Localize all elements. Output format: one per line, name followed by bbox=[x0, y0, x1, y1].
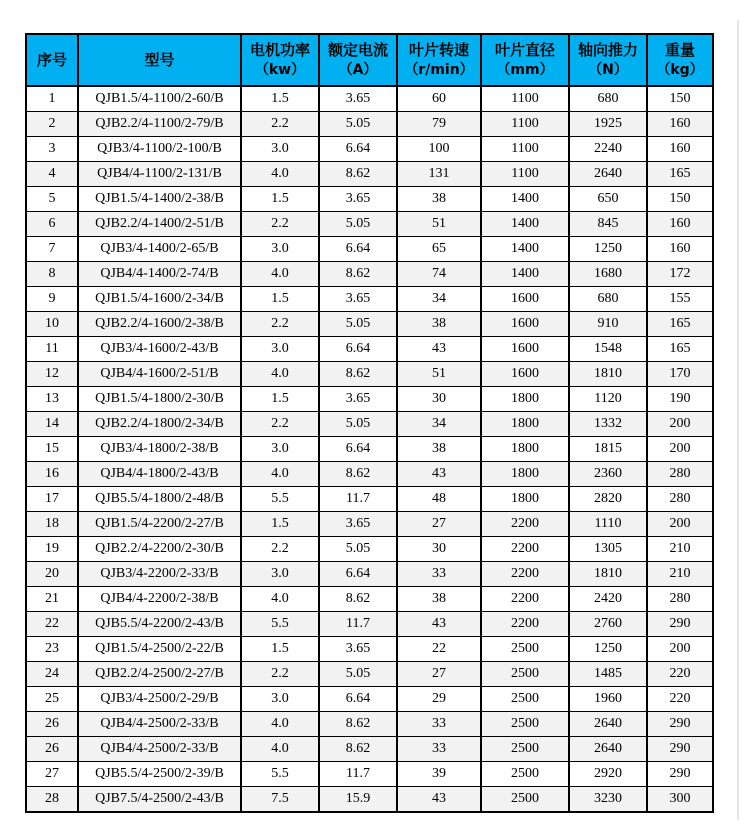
cell-thrust: 1815 bbox=[569, 437, 647, 462]
cell-seq: 1 bbox=[26, 86, 78, 112]
cell-model: QJB2.2/4-1600/2-38/B bbox=[78, 312, 241, 337]
table-row bbox=[26, 662, 713, 687]
cell-current: 15.9 bbox=[319, 787, 397, 813]
cell-speed: 38 bbox=[397, 587, 481, 612]
cell-power: 3.0 bbox=[241, 137, 319, 162]
cell-current: 5.05 bbox=[319, 537, 397, 562]
cell-seq: 24 bbox=[26, 662, 78, 687]
cell-diameter: 1100 bbox=[481, 137, 569, 162]
cell-speed: 27 bbox=[397, 512, 481, 537]
cell-model: QJB4/4-1100/2-131/B bbox=[78, 162, 241, 187]
table-row bbox=[26, 412, 713, 437]
cell-diameter: 2500 bbox=[481, 737, 569, 762]
cell-current: 6.64 bbox=[319, 137, 397, 162]
cell-power: 3.0 bbox=[241, 437, 319, 462]
cell-weight: 290 bbox=[647, 737, 713, 762]
column-header-power bbox=[241, 34, 319, 86]
cell-current: 6.64 bbox=[319, 237, 397, 262]
table-row bbox=[26, 712, 713, 737]
column-header-current bbox=[319, 34, 397, 86]
cell-seq: 20 bbox=[26, 562, 78, 587]
cell-seq: 16 bbox=[26, 462, 78, 487]
table-row bbox=[26, 337, 713, 362]
cell-thrust: 2420 bbox=[569, 587, 647, 612]
cell-model: QJB1.5/4-2500/2-22/B bbox=[78, 637, 241, 662]
cell-current: 6.64 bbox=[319, 562, 397, 587]
cell-speed: 48 bbox=[397, 487, 481, 512]
cell-weight: 220 bbox=[647, 662, 713, 687]
cell-power: 3.0 bbox=[241, 237, 319, 262]
cell-model: QJB1.5/4-1800/2-30/B bbox=[78, 387, 241, 412]
cell-speed: 43 bbox=[397, 787, 481, 813]
column-header-model bbox=[78, 34, 241, 86]
cell-seq: 2 bbox=[26, 112, 78, 137]
cell-speed: 33 bbox=[397, 562, 481, 587]
cell-model: QJB4/4-2500/2-33/B bbox=[78, 712, 241, 737]
cell-model: QJB4/4-2200/2-38/B bbox=[78, 587, 241, 612]
cell-speed: 33 bbox=[397, 737, 481, 762]
cell-diameter: 2200 bbox=[481, 512, 569, 537]
cell-diameter: 1600 bbox=[481, 362, 569, 387]
cell-model: QJB4/4-2500/2-33/B bbox=[78, 737, 241, 762]
column-header-label: 电机功率 bbox=[249, 41, 310, 60]
cell-thrust: 910 bbox=[569, 312, 647, 337]
cell-thrust: 1250 bbox=[569, 637, 647, 662]
cell-seq: 25 bbox=[26, 687, 78, 712]
cell-diameter: 1600 bbox=[481, 337, 569, 362]
cell-weight: 280 bbox=[647, 587, 713, 612]
cell-seq: 5 bbox=[26, 187, 78, 212]
cell-diameter: 1100 bbox=[481, 86, 569, 112]
column-header-speed bbox=[397, 34, 481, 86]
cell-seq: 13 bbox=[26, 387, 78, 412]
cell-thrust: 1810 bbox=[569, 362, 647, 387]
cell-power: 2.2 bbox=[241, 662, 319, 687]
cell-diameter: 1100 bbox=[481, 112, 569, 137]
cell-thrust: 2760 bbox=[569, 612, 647, 637]
cell-current: 5.05 bbox=[319, 412, 397, 437]
table-row bbox=[26, 362, 713, 387]
cell-weight: 300 bbox=[647, 787, 713, 813]
cell-diameter: 1400 bbox=[481, 237, 569, 262]
column-header-label: 重量 bbox=[664, 41, 695, 60]
cell-thrust: 2820 bbox=[569, 487, 647, 512]
cell-weight: 155 bbox=[647, 287, 713, 312]
table-row bbox=[26, 637, 713, 662]
cell-power: 2.2 bbox=[241, 537, 319, 562]
cell-weight: 165 bbox=[647, 312, 713, 337]
column-header-label: 额定电流 bbox=[327, 41, 388, 60]
cell-thrust: 1810 bbox=[569, 562, 647, 587]
cell-weight: 280 bbox=[647, 487, 713, 512]
cell-weight: 200 bbox=[647, 512, 713, 537]
cell-weight: 160 bbox=[647, 137, 713, 162]
column-header-unit: （A） bbox=[338, 61, 378, 78]
table-row bbox=[26, 187, 713, 212]
cell-thrust: 1960 bbox=[569, 687, 647, 712]
cell-power: 4.0 bbox=[241, 162, 319, 187]
cell-seq: 21 bbox=[26, 587, 78, 612]
cell-current: 3.65 bbox=[319, 637, 397, 662]
table-row bbox=[26, 462, 713, 487]
cell-current: 11.7 bbox=[319, 612, 397, 637]
cell-thrust: 1548 bbox=[569, 337, 647, 362]
cell-thrust: 680 bbox=[569, 287, 647, 312]
cell-thrust: 2640 bbox=[569, 737, 647, 762]
cell-thrust: 2640 bbox=[569, 712, 647, 737]
cell-model: QJB2.2/4-1400/2-51/B bbox=[78, 212, 241, 237]
cell-diameter: 2500 bbox=[481, 687, 569, 712]
cell-weight: 160 bbox=[647, 237, 713, 262]
cell-diameter: 2200 bbox=[481, 562, 569, 587]
table-row bbox=[26, 137, 713, 162]
cell-power: 4.0 bbox=[241, 262, 319, 287]
column-header-label: 叶片直径 bbox=[494, 41, 555, 60]
cell-weight: 200 bbox=[647, 637, 713, 662]
cell-current: 8.62 bbox=[319, 587, 397, 612]
cell-power: 1.5 bbox=[241, 387, 319, 412]
cell-speed: 34 bbox=[397, 287, 481, 312]
cell-diameter: 1100 bbox=[481, 162, 569, 187]
cell-power: 4.0 bbox=[241, 587, 319, 612]
cell-weight: 165 bbox=[647, 337, 713, 362]
cell-model: QJB7.5/4-2500/2-43/B bbox=[78, 787, 241, 813]
cell-thrust: 2360 bbox=[569, 462, 647, 487]
column-header-label: 型号 bbox=[144, 50, 175, 69]
table-row bbox=[26, 687, 713, 712]
cell-weight: 160 bbox=[647, 212, 713, 237]
cell-speed: 38 bbox=[397, 312, 481, 337]
table-row bbox=[26, 737, 713, 762]
column-header-label: 叶片转速 bbox=[408, 41, 469, 60]
cell-power: 1.5 bbox=[241, 512, 319, 537]
cell-current: 6.64 bbox=[319, 337, 397, 362]
cell-power: 1.5 bbox=[241, 187, 319, 212]
cell-thrust: 650 bbox=[569, 187, 647, 212]
cell-seq: 9 bbox=[26, 287, 78, 312]
cell-speed: 43 bbox=[397, 337, 481, 362]
cell-speed: 38 bbox=[397, 437, 481, 462]
cell-diameter: 1800 bbox=[481, 487, 569, 512]
cell-current: 11.7 bbox=[319, 487, 397, 512]
column-header-label: 轴向推力 bbox=[577, 41, 638, 60]
cell-thrust: 2640 bbox=[569, 162, 647, 187]
cell-model: QJB5.5/4-1800/2-48/B bbox=[78, 487, 241, 512]
column-header-label: 序号 bbox=[36, 50, 67, 69]
table-row bbox=[26, 762, 713, 787]
cell-current: 11.7 bbox=[319, 762, 397, 787]
cell-weight: 190 bbox=[647, 387, 713, 412]
cell-model: QJB3/4-1600/2-43/B bbox=[78, 337, 241, 362]
cell-power: 5.5 bbox=[241, 487, 319, 512]
cell-power: 4.0 bbox=[241, 737, 319, 762]
cell-current: 3.65 bbox=[319, 512, 397, 537]
cell-speed: 30 bbox=[397, 387, 481, 412]
cell-current: 6.64 bbox=[319, 687, 397, 712]
cell-weight: 290 bbox=[647, 762, 713, 787]
header-row bbox=[26, 34, 713, 86]
cell-thrust: 1250 bbox=[569, 237, 647, 262]
cell-model: QJB2.2/4-2500/2-27/B bbox=[78, 662, 241, 687]
cell-diameter: 1800 bbox=[481, 387, 569, 412]
cell-weight: 200 bbox=[647, 412, 713, 437]
cell-speed: 30 bbox=[397, 537, 481, 562]
cell-diameter: 1800 bbox=[481, 437, 569, 462]
cell-seq: 18 bbox=[26, 512, 78, 537]
cell-power: 3.0 bbox=[241, 562, 319, 587]
cell-speed: 65 bbox=[397, 237, 481, 262]
cell-speed: 34 bbox=[397, 412, 481, 437]
cell-diameter: 1600 bbox=[481, 287, 569, 312]
cell-model: QJB1.5/4-2200/2-27/B bbox=[78, 512, 241, 537]
cell-current: 3.65 bbox=[319, 387, 397, 412]
cell-thrust: 1485 bbox=[569, 662, 647, 687]
cell-weight: 290 bbox=[647, 712, 713, 737]
cell-current: 8.62 bbox=[319, 362, 397, 387]
cell-power: 1.5 bbox=[241, 86, 319, 112]
cell-seq: 26 bbox=[26, 737, 78, 762]
cell-speed: 43 bbox=[397, 612, 481, 637]
cell-speed: 60 bbox=[397, 86, 481, 112]
table-body bbox=[26, 86, 713, 812]
cell-thrust: 1680 bbox=[569, 262, 647, 287]
cell-thrust: 1925 bbox=[569, 112, 647, 137]
cell-power: 4.0 bbox=[241, 712, 319, 737]
cell-seq: 11 bbox=[26, 337, 78, 362]
cell-diameter: 2200 bbox=[481, 537, 569, 562]
cell-thrust: 1110 bbox=[569, 512, 647, 537]
cell-diameter: 1400 bbox=[481, 212, 569, 237]
cell-seq: 14 bbox=[26, 412, 78, 437]
cell-weight: 280 bbox=[647, 462, 713, 487]
spec-table-container bbox=[25, 33, 714, 813]
cell-seq: 15 bbox=[26, 437, 78, 462]
cell-diameter: 1800 bbox=[481, 412, 569, 437]
cell-current: 3.65 bbox=[319, 187, 397, 212]
cell-speed: 39 bbox=[397, 762, 481, 787]
column-header-unit: （N） bbox=[588, 61, 628, 78]
cell-thrust: 1305 bbox=[569, 537, 647, 562]
cell-seq: 3 bbox=[26, 137, 78, 162]
column-header-unit: （kw） bbox=[254, 61, 306, 78]
cell-power: 2.2 bbox=[241, 212, 319, 237]
cell-weight: 172 bbox=[647, 262, 713, 287]
cell-speed: 27 bbox=[397, 662, 481, 687]
cell-current: 5.05 bbox=[319, 312, 397, 337]
column-header-unit: （kg） bbox=[656, 61, 704, 78]
cell-current: 8.62 bbox=[319, 162, 397, 187]
table-row bbox=[26, 387, 713, 412]
cell-seq: 4 bbox=[26, 162, 78, 187]
cell-seq: 10 bbox=[26, 312, 78, 337]
cell-speed: 38 bbox=[397, 187, 481, 212]
cell-model: QJB1.5/4-1400/2-38/B bbox=[78, 187, 241, 212]
cell-thrust: 3230 bbox=[569, 787, 647, 813]
cell-diameter: 2500 bbox=[481, 762, 569, 787]
cell-model: QJB2.2/4-1100/2-79/B bbox=[78, 112, 241, 137]
cell-weight: 165 bbox=[647, 162, 713, 187]
cell-thrust: 680 bbox=[569, 86, 647, 112]
cell-speed: 51 bbox=[397, 212, 481, 237]
cell-diameter: 1800 bbox=[481, 462, 569, 487]
page-edge-line bbox=[737, 20, 739, 820]
table-row bbox=[26, 587, 713, 612]
column-header-weight bbox=[647, 34, 713, 86]
cell-diameter: 2500 bbox=[481, 712, 569, 737]
cell-current: 8.62 bbox=[319, 262, 397, 287]
cell-diameter: 1400 bbox=[481, 187, 569, 212]
cell-diameter: 2500 bbox=[481, 787, 569, 813]
cell-thrust: 2920 bbox=[569, 762, 647, 787]
cell-diameter: 2200 bbox=[481, 587, 569, 612]
cell-current: 3.65 bbox=[319, 287, 397, 312]
table-row bbox=[26, 86, 713, 112]
cell-diameter: 2500 bbox=[481, 637, 569, 662]
cell-power: 3.0 bbox=[241, 337, 319, 362]
cell-current: 5.05 bbox=[319, 212, 397, 237]
cell-seq: 22 bbox=[26, 612, 78, 637]
table-row bbox=[26, 562, 713, 587]
spec-table bbox=[25, 33, 714, 813]
cell-speed: 131 bbox=[397, 162, 481, 187]
cell-model: QJB4/4-1600/2-51/B bbox=[78, 362, 241, 387]
cell-thrust: 2240 bbox=[569, 137, 647, 162]
cell-power: 5.5 bbox=[241, 762, 319, 787]
cell-weight: 210 bbox=[647, 562, 713, 587]
cell-seq: 6 bbox=[26, 212, 78, 237]
table-row bbox=[26, 612, 713, 637]
cell-speed: 22 bbox=[397, 637, 481, 662]
cell-model: QJB1.5/4-1600/2-34/B bbox=[78, 287, 241, 312]
cell-weight: 150 bbox=[647, 187, 713, 212]
cell-weight: 160 bbox=[647, 112, 713, 137]
cell-power: 2.2 bbox=[241, 312, 319, 337]
cell-current: 5.05 bbox=[319, 112, 397, 137]
cell-model: QJB1.5/4-1100/2-60/B bbox=[78, 86, 241, 112]
cell-weight: 210 bbox=[647, 537, 713, 562]
table-row bbox=[26, 212, 713, 237]
cell-speed: 29 bbox=[397, 687, 481, 712]
table-row bbox=[26, 787, 713, 813]
cell-power: 2.2 bbox=[241, 412, 319, 437]
cell-speed: 74 bbox=[397, 262, 481, 287]
cell-model: QJB5.5/4-2500/2-39/B bbox=[78, 762, 241, 787]
cell-speed: 33 bbox=[397, 712, 481, 737]
cell-thrust: 845 bbox=[569, 212, 647, 237]
cell-model: QJB3/4-2500/2-29/B bbox=[78, 687, 241, 712]
cell-current: 6.64 bbox=[319, 437, 397, 462]
cell-current: 3.65 bbox=[319, 86, 397, 112]
cell-seq: 7 bbox=[26, 237, 78, 262]
cell-seq: 26 bbox=[26, 712, 78, 737]
cell-power: 7.5 bbox=[241, 787, 319, 813]
cell-thrust: 1120 bbox=[569, 387, 647, 412]
cell-seq: 23 bbox=[26, 637, 78, 662]
cell-speed: 43 bbox=[397, 462, 481, 487]
table-row bbox=[26, 537, 713, 562]
cell-current: 8.62 bbox=[319, 462, 397, 487]
cell-model: QJB4/4-1800/2-43/B bbox=[78, 462, 241, 487]
table-row bbox=[26, 262, 713, 287]
cell-thrust: 1332 bbox=[569, 412, 647, 437]
table-row bbox=[26, 237, 713, 262]
column-header-diameter bbox=[481, 34, 569, 86]
cell-diameter: 1400 bbox=[481, 262, 569, 287]
table-row bbox=[26, 287, 713, 312]
cell-model: QJB3/4-1400/2-65/B bbox=[78, 237, 241, 262]
cell-weight: 170 bbox=[647, 362, 713, 387]
cell-current: 5.05 bbox=[319, 662, 397, 687]
cell-weight: 200 bbox=[647, 437, 713, 462]
cell-speed: 51 bbox=[397, 362, 481, 387]
table-row bbox=[26, 112, 713, 137]
cell-current: 8.62 bbox=[319, 737, 397, 762]
cell-speed: 100 bbox=[397, 137, 481, 162]
cell-model: QJB4/4-1400/2-74/B bbox=[78, 262, 241, 287]
cell-power: 1.5 bbox=[241, 287, 319, 312]
cell-seq: 8 bbox=[26, 262, 78, 287]
column-header-seq bbox=[26, 34, 78, 86]
cell-weight: 150 bbox=[647, 86, 713, 112]
cell-diameter: 2500 bbox=[481, 662, 569, 687]
cell-model: QJB2.2/4-2200/2-30/B bbox=[78, 537, 241, 562]
cell-power: 1.5 bbox=[241, 637, 319, 662]
cell-seq: 17 bbox=[26, 487, 78, 512]
table-row bbox=[26, 487, 713, 512]
cell-seq: 19 bbox=[26, 537, 78, 562]
cell-power: 3.0 bbox=[241, 687, 319, 712]
cell-model: QJB3/4-1800/2-38/B bbox=[78, 437, 241, 462]
cell-speed: 79 bbox=[397, 112, 481, 137]
table-row bbox=[26, 437, 713, 462]
cell-model: QJB5.5/4-2200/2-43/B bbox=[78, 612, 241, 637]
column-header-thrust bbox=[569, 34, 647, 86]
cell-weight: 290 bbox=[647, 612, 713, 637]
table-row bbox=[26, 512, 713, 537]
table-row bbox=[26, 162, 713, 187]
cell-seq: 12 bbox=[26, 362, 78, 387]
cell-model: QJB3/4-2200/2-33/B bbox=[78, 562, 241, 587]
cell-diameter: 2200 bbox=[481, 612, 569, 637]
cell-model: QJB3/4-1100/2-100/B bbox=[78, 137, 241, 162]
cell-power: 4.0 bbox=[241, 462, 319, 487]
cell-model: QJB2.2/4-1800/2-34/B bbox=[78, 412, 241, 437]
cell-power: 5.5 bbox=[241, 612, 319, 637]
cell-diameter: 1600 bbox=[481, 312, 569, 337]
cell-current: 8.62 bbox=[319, 712, 397, 737]
table-row bbox=[26, 312, 713, 337]
cell-power: 4.0 bbox=[241, 362, 319, 387]
cell-power: 2.2 bbox=[241, 112, 319, 137]
column-header-unit: （r/min） bbox=[404, 61, 474, 78]
cell-seq: 27 bbox=[26, 762, 78, 787]
cell-seq: 28 bbox=[26, 787, 78, 813]
cell-weight: 220 bbox=[647, 687, 713, 712]
column-header-unit: （mm） bbox=[496, 61, 554, 78]
